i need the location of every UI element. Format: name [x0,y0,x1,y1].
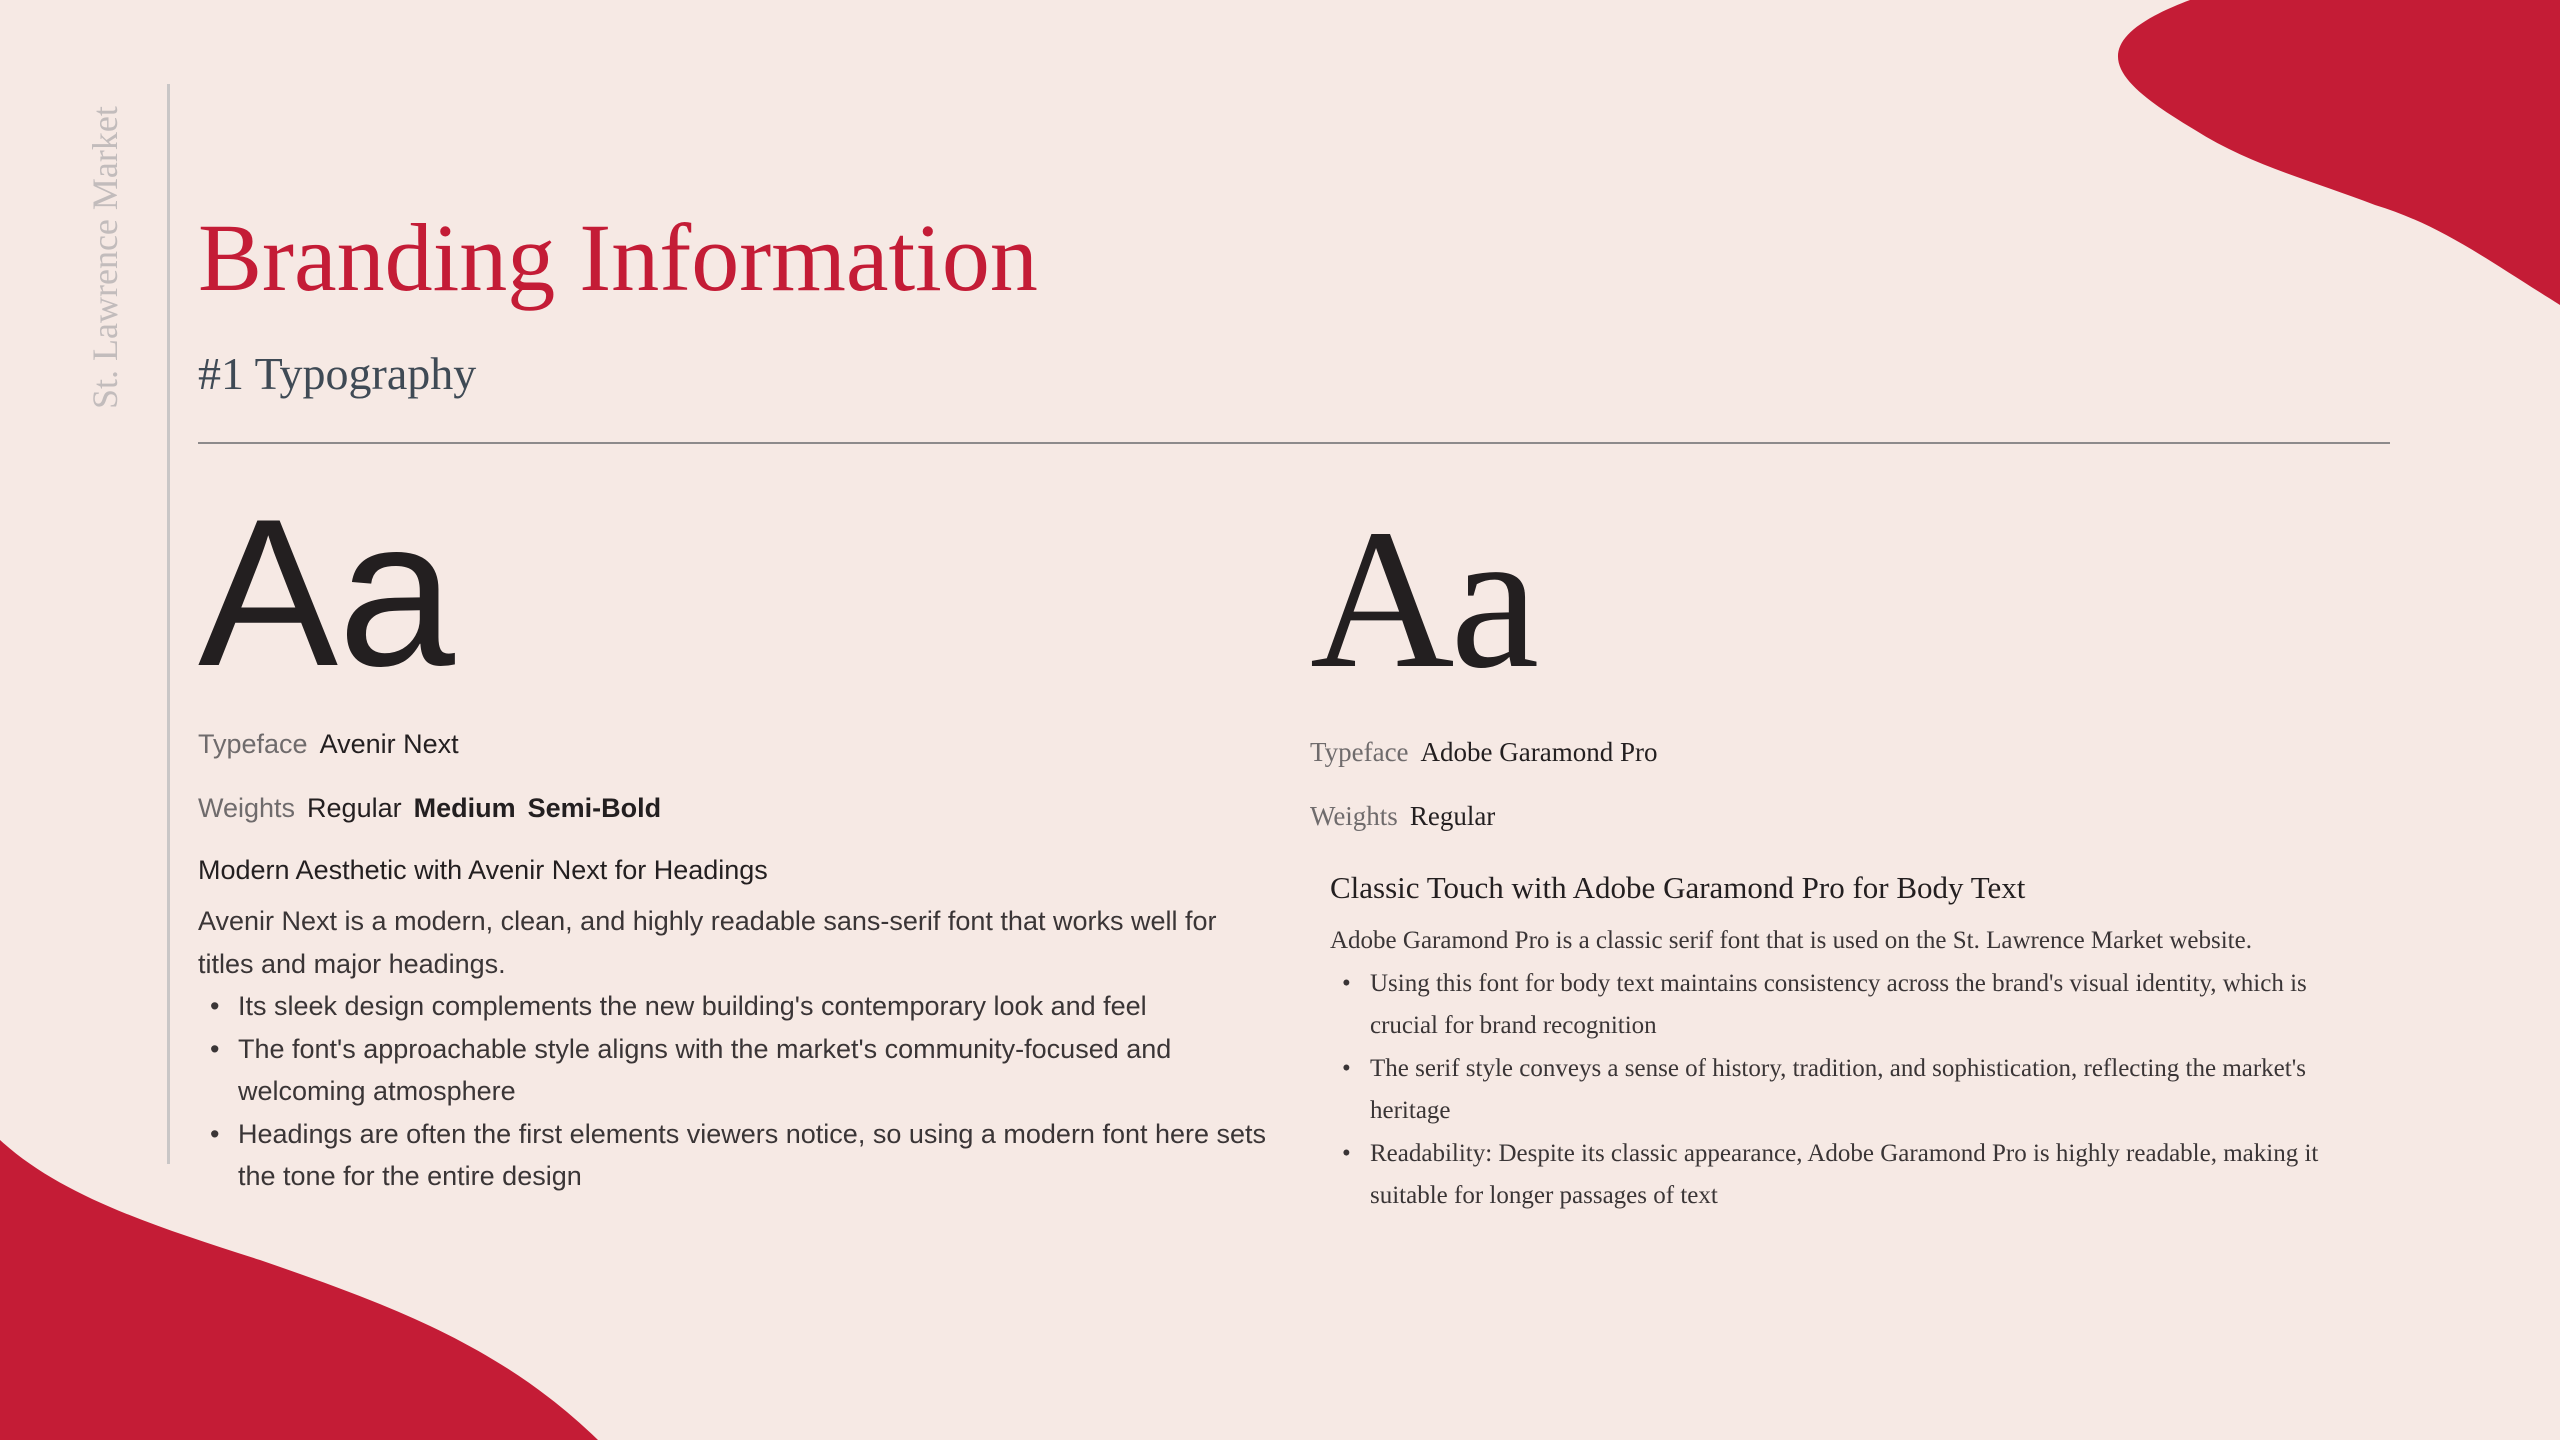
list-item [1310,1048,2330,1133]
typeface-label: Typeface [198,729,308,759]
list-item [1310,1133,2330,1218]
typeface-row [198,724,1268,764]
list-item [198,985,1268,1028]
list-item-text: Its sleek design complements the new building's contemporary look and feel [238,991,1147,1021]
weight-regular: Regular [1409,801,1496,831]
bullet-icon: • [1342,1139,1351,1167]
list-item [198,1113,1268,1198]
list-item-text: Using this font for body text maintains consistency across the brand's visual identity, which is crucial for brand recognition [1370,969,2307,1039]
bullet-icon: • [1342,969,1351,997]
list-item-text: The serif style conveys a sense of history, tradition, and sophistication, reflecting the market's heritage [1370,1054,2306,1124]
typeface-name: Avenir Next [319,729,459,759]
bullet-icon: • [210,991,220,1021]
list-item [198,1028,1268,1113]
typeface-row [1310,732,2330,772]
weight-semibold: Semi-Bold [527,793,662,823]
side-brand-label: St. Lawrence Market [85,106,125,409]
typeface-label: Typeface [1310,737,1409,767]
typeface-name: Adobe Garamond Pro [1420,737,1658,767]
font-usage-heading: Modern Aesthetic with Avenir Next for Headings [198,855,768,885]
section-subtitle: #1 Typography [198,348,477,399]
bullet-icon: • [210,1118,220,1149]
font-usage-heading: Classic Touch with Adobe Garamond Pro for Body Text [1330,870,2026,905]
page-title: Branding Information [198,204,1038,311]
font-specimen: Aa [198,475,455,710]
header-divider [198,442,2390,444]
list-item-text: Readability: Despite its classic appearance, Adobe Garamond Pro is highly readable, making it suitable for longer passages of text [1370,1139,2319,1209]
weight-medium: Medium [413,793,516,823]
list-item-text: Headings are often the first elements viewers notice, so using a modern font here sets the tone for the entire design [238,1118,1267,1191]
font-description: Adobe Garamond Pro is a classic serif font that is used on the St. Lawrence Market website. [1330,927,2252,954]
decorative-wave-top-right [1920,0,2560,310]
bullet-icon: • [1342,1054,1351,1082]
font-description: Avenir Next is a modern, clean, and highly readable sans-serif font that works well for titles and major headings. [198,906,1217,979]
weights-label: Weights [1310,801,1398,831]
side-divider [167,84,170,1164]
weights-label: Weights [198,793,296,823]
font-specimen: Aa [1310,489,1536,710]
weights-row [198,788,1268,828]
font-card-garamond [1310,470,2330,1218]
bullet-icon: • [210,1033,220,1064]
font-card-avenir [198,470,1268,1198]
weight-regular: Regular [307,793,402,823]
list-item-text: The font's approachable style aligns with the market's community-focused and welcoming atmosphere [238,1033,1172,1106]
font-rationale-list [198,985,1268,1198]
weights-row [1310,796,2330,836]
list-item [1310,963,2330,1048]
font-rationale-list [1310,963,2330,1218]
